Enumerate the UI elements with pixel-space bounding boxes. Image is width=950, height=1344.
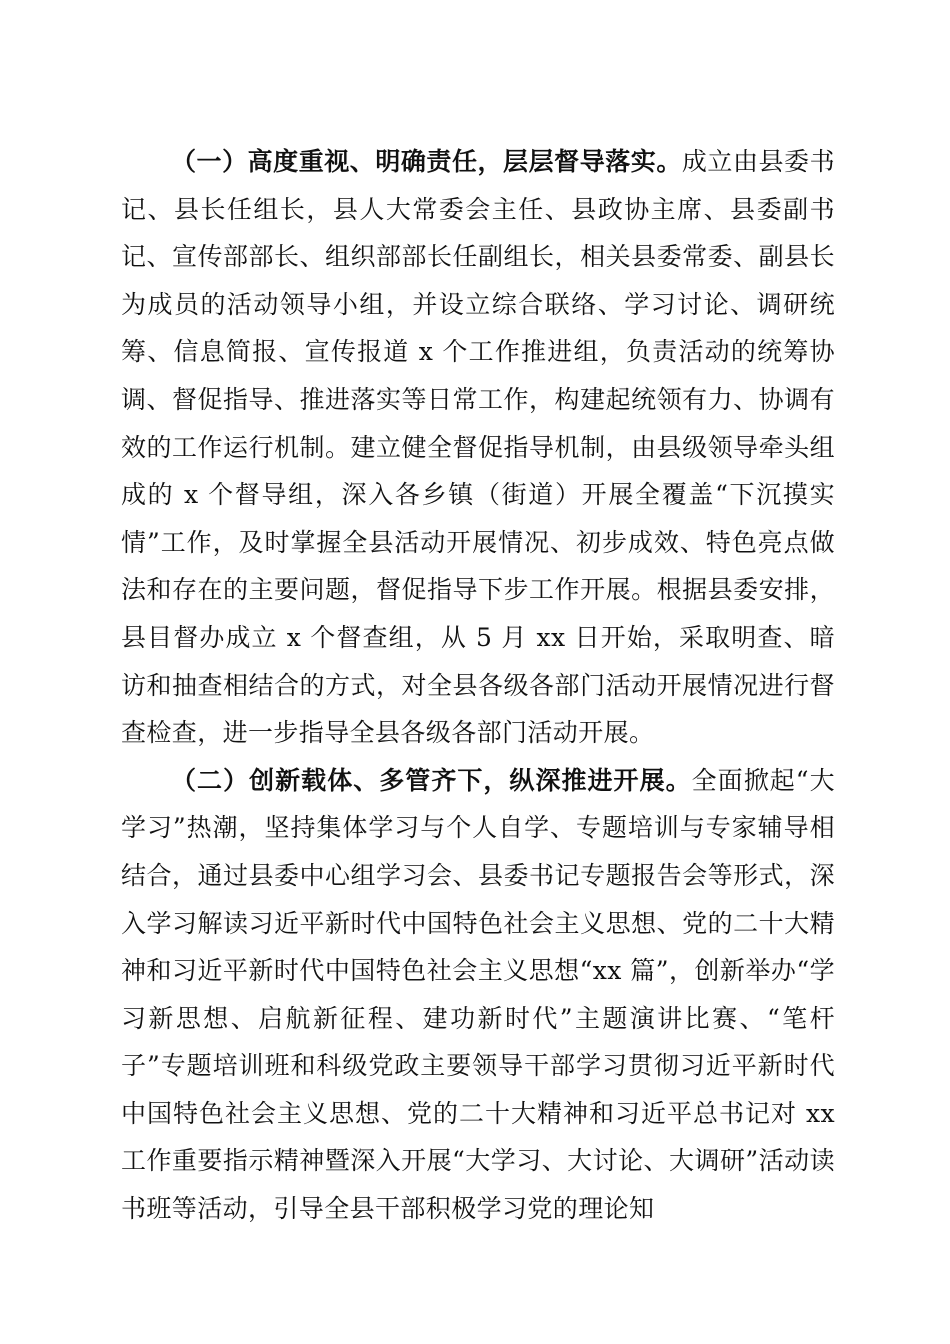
paragraph-2-heading: （二）创新载体、多管齐下，纵深推进开展。 (171, 765, 692, 795)
paragraph-2 (121, 757, 835, 1233)
paragraph-1-text: 成立由县委书记、县长任组长，县人大常委会主任、县政协主席、县委副书记、宣传部部长、组织部部长任副组长，相关县委常委、副县长为成员的活动领导小组，并设立综合联络、学习讨论、调研统筹、信息简报、宣传报道 x 个工作推进组，负责活动的统筹协调、督促指导、推进落实等日常工作，构建起统领有力、协调有效的工作运行机制。建立健全督促指导机制，由县级领导牵头组成的 x 个督导组，深入各乡镇（街道）开展全覆盖“下沉摸实情”工作，及时掌握全县活动开展情况、初步成效、特色亮点做法和存在的主要问题，督促指导下步工作开展。根据县委安排，县目督办成立 x 个督查组，从 5 月 xx 日开始，采取明查、暗访和抽查相结合的方式，对全县各级各部门活动开展情况进行督查检查，进一步指导全县各级各部门活动开展。 (121, 147, 835, 748)
paragraph-1 (121, 138, 835, 757)
paragraph-1-heading: （一）高度重视、明确责任，层层督导落实。 (171, 147, 682, 176)
document-body (121, 138, 835, 1233)
paragraph-2-text: 全面掀起“大学习”热潮，坚持集体学习与个人自学、专题培训与专家辅导相结合，通过县委中心组学习会、县委书记专题报告会等形式，深入学习解读习近平新时代中国特色社会主义思想、党的二十大精神和习近平新时代中国特色社会主义思想“xx 篇”，创新举办“学习新思想、启航新征程、建功新时代”主题演讲比赛、“笔杆子”专题培训班和科级党政主要领导干部学习贯彻习近平新时代中国特色社会主义思想、党的二十大精神和习近平总书记对 xx 工作重要指示精神暨深入开展“大学习、大讨论、大调研”活动读书班等活动，引导全县干部积极学习党的理论知 (121, 765, 835, 1224)
